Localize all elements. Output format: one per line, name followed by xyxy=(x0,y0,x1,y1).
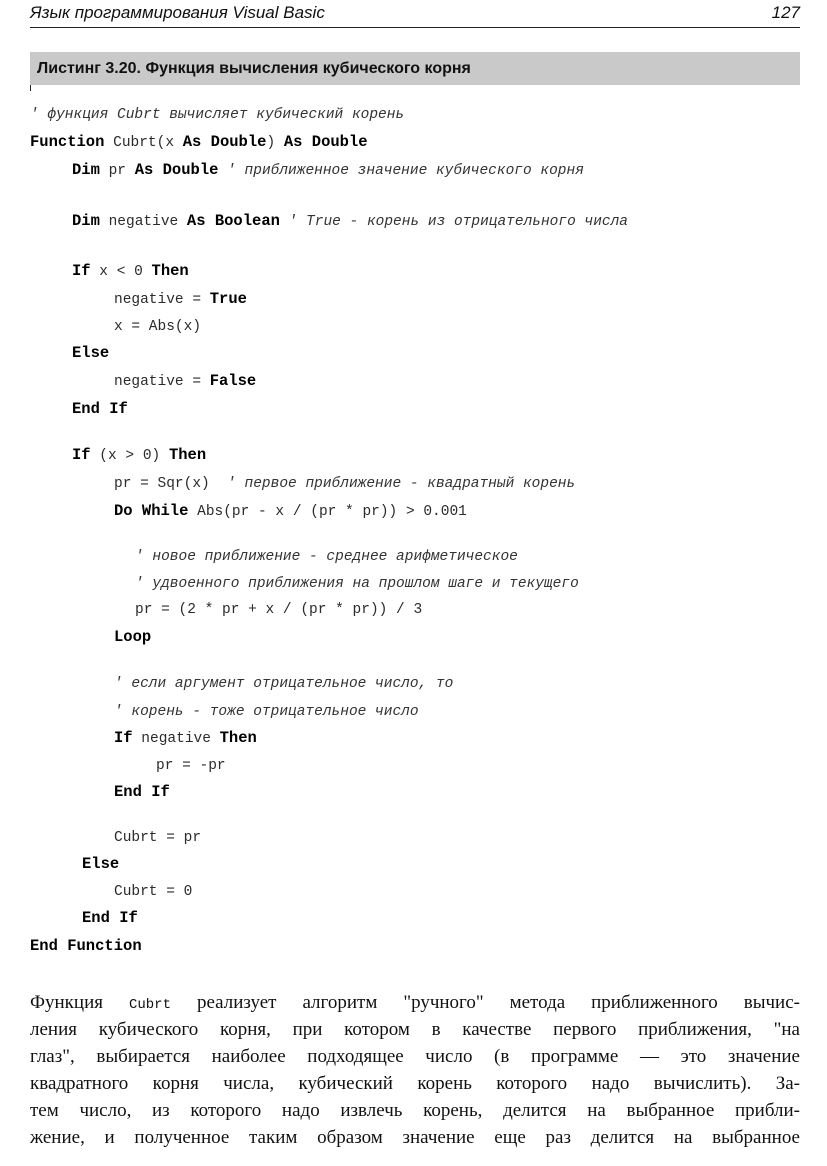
code-line xyxy=(114,674,453,694)
code-line xyxy=(114,828,201,848)
code-text xyxy=(218,163,227,179)
code-text: Функция xyxy=(30,992,129,1013)
code-comment: ' функция Cubrt вычисляет кубический корень xyxy=(30,107,405,123)
code-keyword: End Function xyxy=(30,937,142,955)
paragraph-line xyxy=(30,1043,800,1070)
code-keyword: If xyxy=(72,446,91,464)
code-keyword: Dim xyxy=(72,212,100,230)
code-line xyxy=(114,474,575,494)
code-keyword: As Double xyxy=(182,133,267,151)
code-line xyxy=(114,371,256,392)
code-keyword: Else xyxy=(82,855,120,873)
listing-caption: Листинг 3.20. Функция вычисления кубического корня xyxy=(30,52,800,85)
code-text: ления кубического корня, при котором в качестве первого приближения, "на xyxy=(30,1019,800,1040)
code-line xyxy=(135,574,579,594)
paragraph-line xyxy=(30,1016,800,1043)
inline-code: Cubrt xyxy=(128,997,171,1013)
code-text: реализует алгоритм "ручного" метода приближенного вычис- xyxy=(170,992,800,1013)
code-comment: ' первое приближение - квадратный корень xyxy=(227,476,576,492)
code-text: pr = (2 * pr + x / (pr * pr)) / 3 xyxy=(135,602,423,618)
code-line xyxy=(72,399,128,420)
code-line xyxy=(82,854,119,875)
code-keyword: True xyxy=(209,290,247,308)
code-keyword: End If xyxy=(114,783,170,801)
code-line xyxy=(114,702,419,722)
code-line xyxy=(72,160,584,181)
code-text: pr = Sqr(x) xyxy=(114,476,228,492)
code-text: pr xyxy=(99,163,135,179)
code-text: глаз", выбирается наиболее подходящее число (в программе — это значение xyxy=(30,1046,800,1067)
code-comment: ' приближенное значение кубического корня xyxy=(227,163,584,179)
code-keyword: End If xyxy=(72,400,128,418)
code-keyword: End If xyxy=(82,909,138,927)
code-line xyxy=(72,261,189,282)
code-keyword: If xyxy=(72,262,91,280)
code-comment: ' True - корень из отрицательного числа xyxy=(288,214,628,230)
body-paragraph xyxy=(30,989,800,1151)
code-keyword: Then xyxy=(219,729,257,747)
page-number: 127 xyxy=(771,3,800,22)
code-text: Cubrt = pr xyxy=(114,830,202,846)
code-text: квадратного корня числа, кубический корень которого надо вычислить). За- xyxy=(30,1073,800,1094)
code-line xyxy=(72,211,628,232)
code-keyword: As Boolean xyxy=(186,212,280,230)
paragraph-line xyxy=(30,1070,800,1097)
code-keyword: As Double xyxy=(283,133,368,151)
code-line xyxy=(114,289,247,310)
code-comment: ' удвоенного приближения на прошлом шаге и текущего xyxy=(135,576,579,592)
code-line xyxy=(114,782,170,803)
code-keyword: Loop xyxy=(114,628,152,646)
code-keyword: Then xyxy=(151,262,189,280)
code-keyword: Function xyxy=(30,133,105,151)
code-text: тем число, из которого надо извлечь корень, делится на выбранное прибли- xyxy=(30,1100,800,1121)
code-text: negative xyxy=(99,214,187,230)
code-line xyxy=(114,317,201,337)
code-keyword: As Double xyxy=(134,161,219,179)
code-line xyxy=(114,501,467,522)
code-line xyxy=(114,882,192,902)
code-text: (x > 0) xyxy=(90,448,169,464)
paragraph-line xyxy=(30,989,800,1016)
header-rule xyxy=(30,27,800,28)
code-text: Cubrt = 0 xyxy=(114,884,193,900)
code-line xyxy=(114,627,151,648)
code-text: x = Abs(x) xyxy=(114,319,202,335)
code-text: negative = xyxy=(114,374,210,390)
code-line xyxy=(72,343,109,364)
code-comment: ' если аргумент отрицательное число, то xyxy=(114,676,454,692)
running-header xyxy=(30,3,800,27)
code-text: negative = xyxy=(114,292,210,308)
code-text: x < 0 xyxy=(90,264,152,280)
code-keyword: False xyxy=(209,372,257,390)
book-title: Язык программирования Visual Basic xyxy=(30,3,325,22)
code-text: жение, и полученное таким образом значение еще раз делится на выбранное xyxy=(30,1127,800,1148)
code-line xyxy=(114,728,257,749)
code-text: ) xyxy=(266,135,284,151)
code-text: negative xyxy=(132,731,220,747)
caption-tick xyxy=(30,85,31,91)
code-line xyxy=(72,445,206,466)
code-line xyxy=(30,936,142,957)
code-text: Cubrt(x xyxy=(104,135,183,151)
code-line xyxy=(30,132,368,153)
code-line xyxy=(135,600,422,620)
code-comment: ' новое приближение - среднее арифметическое xyxy=(135,549,518,565)
paragraph-line xyxy=(30,1124,800,1151)
code-text: pr = -pr xyxy=(156,758,226,774)
code-keyword: Then xyxy=(168,446,207,464)
code-keyword: Else xyxy=(72,344,110,362)
code-keyword: Do While xyxy=(114,502,189,520)
code-text xyxy=(280,214,289,230)
code-line xyxy=(30,105,404,125)
code-line xyxy=(156,756,226,776)
code-comment: ' корень - тоже отрицательное число xyxy=(114,704,419,720)
code-keyword: Dim xyxy=(72,161,100,179)
code-keyword: If xyxy=(114,729,133,747)
code-text: Abs(pr - x / (pr * pr)) > 0.001 xyxy=(188,504,467,520)
paragraph-line xyxy=(30,1097,800,1124)
code-line xyxy=(82,908,138,929)
code-line xyxy=(135,547,518,567)
